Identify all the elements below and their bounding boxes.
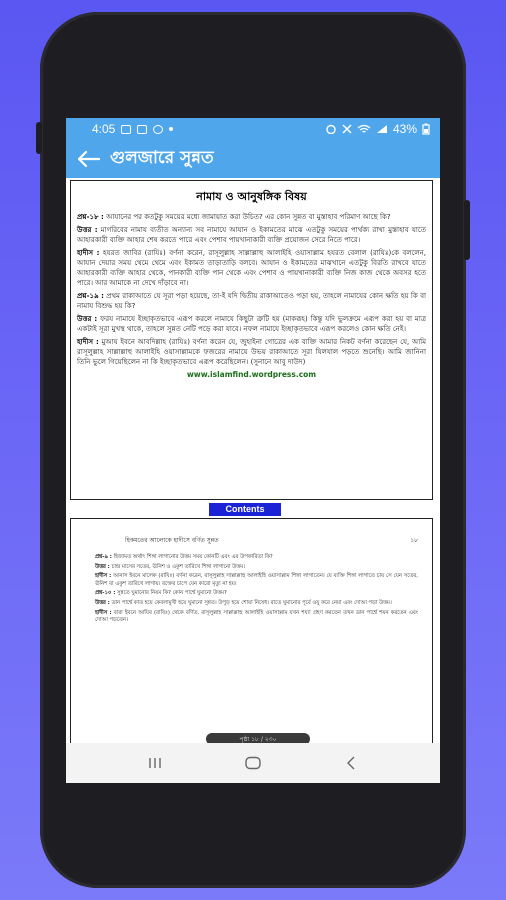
battery-percent: 43%	[392, 122, 417, 136]
page-url: www.islamfind.wordpress.com	[186, 370, 317, 379]
paragraph-label: উত্তর :	[77, 315, 98, 323]
paragraph-label: প্রশ্ন-১০ :	[95, 590, 116, 597]
nav-back-button[interactable]	[331, 748, 371, 778]
paragraph	[95, 554, 418, 562]
wifi-icon	[357, 124, 371, 134]
paragraph	[95, 573, 418, 588]
recents-button[interactable]	[135, 748, 175, 778]
paragraph-text: ফরয নামাযে ইচ্ছাকৃতভাবে এরূপ করলে নামাযে কিছুটা ত্রুটি হয় (মাকরূহ) কিন্তু যদি ভুলক্রমে এরূপ করা হয় বা মাত্র একটাই সূরা মুখস্থ থাকে, তাহলে সুন্নত নেটি পড়ে করা যাবে। নফল নামাযে ইচ্ছাকৃতভাবে এরূপ করলেও কোন ক্ষতি নেই।	[77, 315, 426, 333]
app-bar	[66, 140, 440, 178]
paragraph-label: হাদীস :	[77, 338, 99, 346]
paragraph-text: মুআয ইবনে আবদিল্লাহ (রাযিঃ) বর্ণনা করেন যে, জুহাইনা গোত্রের এক ব্যক্তি আমার নিকট বর্ণনা করেছেন যে, আমি রাসূলুল্লাহ সাল্লাল্লাহু আলাইহি ওয়াসাল্লামকে ফজরের নামাযে উভয় রাকাআতে সূরা যিলযাল পড়তে শুনেছি। আমি জানিনা তিনি ভুলে গিয়েছিলেন না কি ইচ্ছাকৃতভাবে এরূপ করেছিলেন। (সুনানে আবু দাউদ)	[77, 338, 427, 366]
paragraph-label: প্রশ্ন-৯ :	[95, 554, 112, 560]
chevron-left-icon	[345, 756, 357, 770]
paragraph	[77, 212, 426, 222]
paragraph	[95, 600, 418, 608]
paragraph-text: আযানের পর কতটুকু সময়ের মধ্যে জামায়াত করা উচিত? এর কোন সুন্নত বা মুস্তাহাব পরিমাণ আছে কি?	[103, 213, 391, 221]
more-notifications-icon	[169, 127, 173, 131]
home-icon	[244, 756, 262, 770]
paragraph	[77, 291, 426, 311]
paragraph-text: সুন্নতে ঘুমানোর নিয়ম কি? কোন পার্শ্বে ঘুমানো উত্তম?	[115, 590, 227, 597]
paragraph-label: হাদীস :	[95, 573, 112, 580]
status-time: 4:05	[92, 122, 116, 136]
page-indicator-text: পৃষ্ঠা ১৮ / ২৩০	[239, 735, 277, 743]
pdf-viewer[interactable]	[66, 178, 440, 743]
gallery-icon	[121, 125, 131, 134]
page-header	[125, 535, 418, 546]
app-title: গুলজারে সুন্নত	[110, 148, 214, 168]
paragraph-text: বারা ইবনে আযিব (রাযিঃ) থেকে বর্ণিত, রাসূলুল্লাহ সাল্লাল্লাহু আলাইহি ওয়াসাল্লাম যখন শয্যা গ্রহণ করতেন তখন ডান পার্শ্বে শয়ন করতেন এবং দোআ পড়তেন।	[95, 609, 418, 624]
contents-link[interactable]: Contents	[209, 503, 281, 516]
page-heading: নামায ও আনুষঙ্গিক বিষয়	[196, 190, 307, 203]
paragraph-label: হাদীস :	[77, 249, 100, 257]
home-button[interactable]	[233, 748, 273, 778]
side-button-left	[36, 122, 42, 154]
paragraph	[95, 590, 418, 598]
pdf-page	[70, 518, 433, 758]
battery-icon	[422, 123, 430, 135]
youtube-icon	[137, 125, 147, 134]
page-header-title: হিকমতের আলোকে হাদীসে বর্ণিত সুন্নত	[125, 537, 219, 544]
paragraph-label: উত্তর :	[77, 226, 98, 234]
back-button[interactable]	[74, 144, 104, 174]
paragraph-text: হিজামত অর্থাৎ শিঙ্গা লাগানোর উত্তম সময় কোনটি এবং এর উপকারিতা কি?	[111, 554, 273, 560]
paragraph-text: মাগরিবের নামায ব্যতীত অন্যান্য সব নামাযে আযান ও ইকামতের মাঝে এতটুকু সময়ের পার্থক্য রাখা মুস্তাহাব যাতে আহারকারী ব্যক্তি আহার শেষ করতে পারে এবং পেশাব পায়খানাকারী ব্যক্তি প্রয়োজন সেরে নিতে পারে।	[77, 226, 426, 244]
recents-icon	[148, 756, 162, 770]
paragraph-label: উত্তর :	[95, 599, 110, 606]
paragraph-text: প্রথম রাকাআতে যে সূরা পড়া হয়েছে, তা-ই যদি দ্বিতীয় রাকাআতেও পড়া হয়, তাহলে নামাযের কোন ক্ষতি হয় কি বা নামায বিশুদ্ধ হয় কি?	[77, 292, 426, 310]
messenger-icon	[153, 125, 163, 134]
paragraph-label: উত্তর :	[95, 563, 110, 570]
paragraph-text: আনাস ইবনে মালেক (রাযিঃ) বর্ণনা করেন, রাসূলুল্লাহ সাল্লাল্লাহু আলাইহি ওয়াসাল্লাম শিঙ্গা লাগাতেন। যে ব্যক্তি শিঙ্গা লাগাতে চায় সে যেন সতের, ঊনিশ বা একুশ তারিখে লাগায়। রক্তের চাপে যেন কারো মৃত্যু না হয়।	[95, 573, 418, 587]
paragraph	[95, 610, 418, 625]
mute-icon	[342, 124, 352, 134]
paragraph	[77, 337, 426, 367]
paragraph-label: প্রশ্ন-১৮ :	[77, 213, 104, 221]
signal-icon	[376, 124, 388, 134]
system-nav-bar	[66, 743, 440, 783]
paragraph	[77, 248, 426, 288]
side-button-right	[464, 200, 470, 260]
status-bar	[66, 118, 440, 140]
paragraph-text: ডান পার্শ্বে কাত হয়ে কেবলামুখী হয়ে ঘুমানো সুন্নত। উপুড় হয়ে শোয়া নিষেধ। রাতে ঘুমানোর পূর্বে ওযু করে নেয়া এবং দোআ পড়া উত্তম।	[109, 599, 392, 606]
paragraph-label: হাদীস :	[95, 609, 112, 616]
paragraph-text: চান্দ্র মাসের সতের, ঊনিশ ও একুশ তারিখে শিঙ্গা লাগানো উত্তম।	[109, 563, 245, 570]
pdf-page	[70, 180, 433, 500]
arrow-left-icon	[78, 151, 100, 167]
paragraph-text: হযরত জাবির (রাযিঃ) বর্ণনা করেন, রাসূলুল্লাহ সাল্লাল্লাহু আলাইহি ওয়াসাল্লাম হযরত বেলাল (রাযিঃ)কে বললেন, আযান দেয়ার সময় থেমে থেমে এবং ইকামত তাড়াতাড়ি বলবে। আযান ও ইকামতের মাঝখানে এতটুকু বিরতি রাখবে যাতে আহারকারী ব্যক্তি আহার থেকে, পানকারী ব্যক্তি পান থেকে এবং পেশাব ও পায়খানাকারী ব্যক্তি নিজ কাজ থেকে অবসর হতে পারে। আর আমাকে না দেখে দাঁড়াবে না।	[77, 249, 426, 287]
screen	[66, 118, 440, 783]
alarm-icon	[325, 124, 337, 134]
paragraph	[95, 564, 418, 572]
page-number: ১৮	[410, 537, 418, 544]
paragraph	[77, 314, 426, 334]
paragraph-label: প্রশ্ন-১৯ :	[77, 292, 104, 300]
paragraph	[77, 225, 426, 245]
